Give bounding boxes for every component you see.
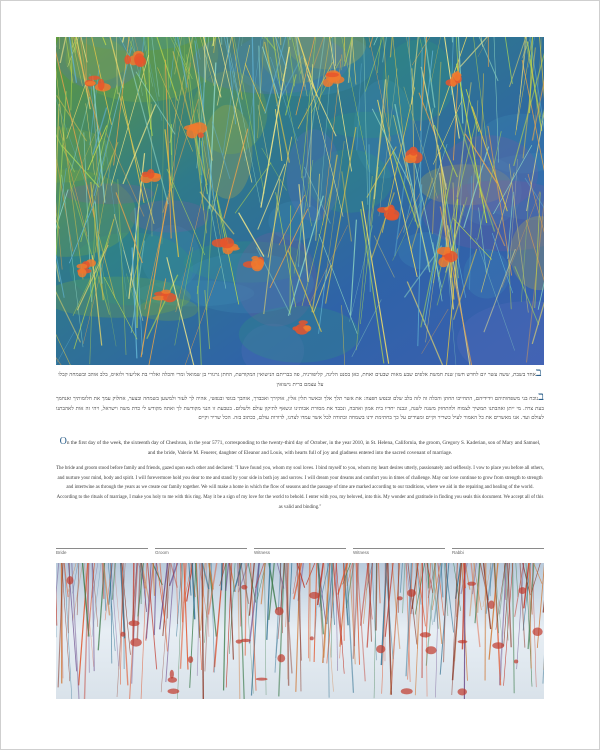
hebrew-text (56, 365, 544, 426)
hebrew-paragraph-2 (56, 389, 544, 424)
english-initial: O (59, 436, 67, 447)
hebrew-text-2: נוכח בני משפחותיהם וידידיהם, התחייבו החתן והכלה זה לזה בלב שלם ובנפש חפצה: את אשר תלך אלך ובאשר תלין אלין, אוקירך ואכבדך, אוהבך בגופי ובנפשי, אהיה לך לעזר ולמשען בשמחה ובצער, אחלוק עמך את חלומותיך ואנחמך בעת צרה. מי ייתן ואהבתנו תמשיך לצמוח ולהתחזק משנה לשנה, ונבנה יחדיו בית אמון ואהבה, ונכבד את מסורת אבותינו ונשאף לתיקון עולם ולשלום. בטבעת זו הנני מקודשת לך ואתה מקודש לי כדת משה וישראל, ויהי זה אות לאהבתנו לעולם ועד. אנו מאשרים את כל האמור לעיל כשריר וקיים ומעידים על כך בחתימת ידנו בשמחה ובתודה לכל אשר עמדו לצדנו, לדורות עולם, ככתוב בזה. הכל שריר וקיים (56, 396, 544, 422)
signature-rabbi[interactable]: Rabbi (452, 548, 544, 562)
english-intro (56, 437, 544, 459)
wildflower-meadow-art (56, 37, 544, 365)
hebrew-initial-2: ב (538, 389, 544, 404)
english-text (56, 437, 544, 512)
hebrew-paragraph-1 (56, 365, 544, 390)
english-vows: The bride and groom stood before family and friends, gazed upon each other and declared: "I have found you, whom my soul loves. I bind myself to you, whom my heart desires utterly, passionately and selflessly. I vow to place you before all others, and nurture your mind, body and spirit. I will forevermore hold you dear to me and stand by your side in both joy and sorrow. I will dream your dreams and comfort you in times of challenge. May our love continue to grow from strength to strength and intertwine as through the years as we create our family together. We will make a home in which the flow of seasons and the passage of time are marked according to our traditions, where we aid in the repairing and healing of the world. According to the rituals of marriage, I make you holy to me with this ring. May it be a sign of my love for the world to behold. I enter with you, my beloved, into this. My wonder and gratitude in finding you seals this document. We accept all of this as valid and binding." (56, 465, 544, 510)
signature-witness-1[interactable]: Witness (254, 548, 346, 562)
signature-lines (56, 548, 544, 562)
signature-witness-2[interactable]: Witness (353, 548, 445, 562)
reflected-reeds-art (56, 563, 544, 699)
signature-bride[interactable]: Bride (56, 548, 148, 562)
hebrew-initial-1: ב (535, 365, 542, 379)
signature-groom[interactable]: Groom (155, 548, 247, 562)
english-intro-text: n the first day of the week, the sixteenth day of Cheshvan, in the year 5771, corresponding to the twenty-third day of October, in the year 2010, in St. Helena, California, the groom, Gregory S. Kaderian, son of Mary and Samuel, and the bride, Valerie M. Feuerer, daughter of Eleanor and Louis, with hearts full of joy and gladness entered into the sacred covenant of marriage. (66, 440, 541, 457)
hebrew-text-1: אחד בשבת, ששה עשר יום לחדש חשון שנת חמשת אלפים שבע מאות שבעים ואחת, כאן בסנט הלינה, קליפורניה, פה בבריתם הנישואין המקודשת, החתן גרגורי בן שמואל ומרי והכלה ואלרי בת אליעזר ולואיס, בלב אוהב ובשמחה קבלו על עצמם ברית נישואין (58, 372, 536, 388)
